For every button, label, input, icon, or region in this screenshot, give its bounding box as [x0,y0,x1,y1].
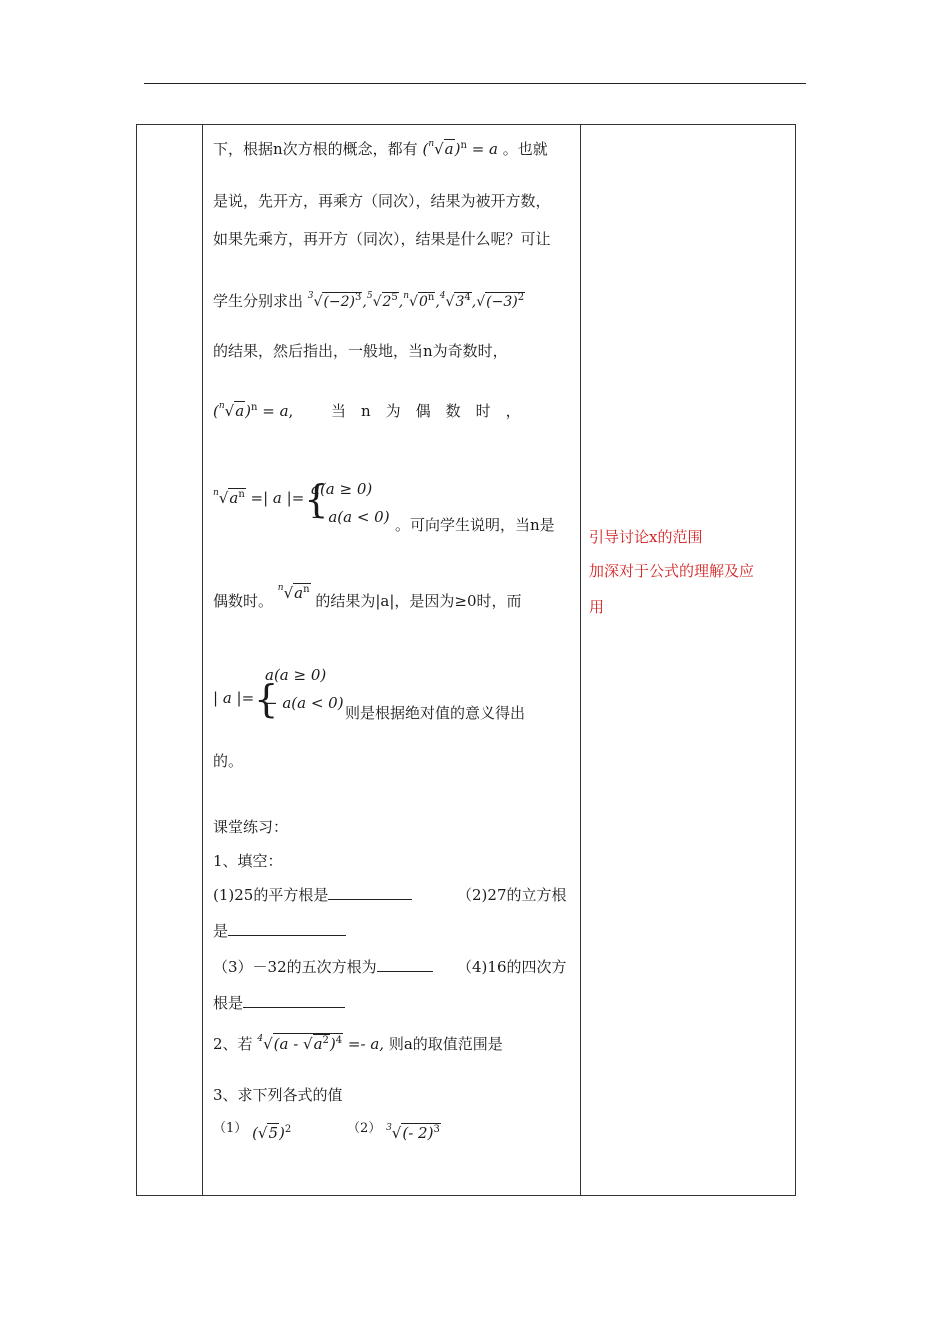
text-line-4: 学生分别求出 $^3√(-2)^3,^5√2^5,^n√0^n,^4√3^4,√(-3)^2$ [213,291,525,314]
case-positive: a(a ≥ 0) [311,480,373,498]
case-negative: − a(a < 0) [311,508,390,526]
answer-blank-3[interactable] [377,957,433,972]
text-line-6: 当 n 为 偶 数 时 ， [331,402,521,420]
abs-case-negative: − a(a < 0) [265,694,344,712]
exercise-q1-4b: 根是 [213,993,345,1013]
exercise-q1-4: （4)16的四次方 [457,958,567,976]
text-line-1: 下，根据n次方根的概念，都有 $(^n√a)^n = a$ 。也就 [213,139,548,158]
text-line-10: 的。 [213,752,244,770]
formula-odd: $(^n√a)^n = a$, [213,401,294,420]
exercise-q1-1: (1)25的平方根是 [213,885,412,905]
exercise-q1-2b: 是 [213,921,346,941]
exercise-q1-2: （2)27的立方根 [457,886,567,904]
column-divider-right [580,125,581,1195]
answer-blank-2[interactable] [228,921,346,936]
header-rule [144,83,806,84]
formula-even-abs: $^n√a^n$ =| a |={ [213,477,329,521]
exercise-title: 课堂练习： [213,818,289,836]
text-line-3: 如果先乘方，再开方（同次），结果是什么呢？可让 [213,230,551,248]
lesson-table [136,124,796,1196]
answer-blank-4[interactable] [243,993,345,1008]
note-line-3: 用 [589,598,605,616]
exercise-q1-3: （3）－32的五次方根为 [213,957,433,977]
formula-nth-root: $^n√a^n$ [278,584,311,602]
formula-root-list: $^3√(-2)^3,^5√2^5,^n√0^n,^4√3^4,√(-3)^2$ [308,294,525,310]
note-line-1: 引导讨论x的范围 [589,528,703,546]
exercise-q3: 3、求下列各式的值 [213,1086,343,1104]
text-line-8: 偶数时。 $^n√a^n$ 的结果为|a|，是因为≥0时，而 [213,583,522,610]
text-line-7: 。可向学生说明，当n是 [395,516,555,534]
answer-blank-1[interactable] [328,885,412,900]
exercise-q3-2: （2） $^3$√(- 2)$^3$ [347,1123,441,1146]
text-line-2: 是说，先开方，再乘方（同次），结果为被开方数， [213,192,551,210]
exercise-q3-1: （1） $(√5)^2$ [213,1121,292,1142]
exercise-q2: 2、若 $^4√(a - √a^2)^4 =- a$, 则a的取值范围是 [213,1033,503,1057]
text-line-5: 的结果，然后指出，一般地，当n为奇数时， [213,342,508,360]
formula-q2: $^4√(a - √a^2)^4 =- a$, [257,1035,384,1053]
formula-q3-2: $^3$√(- 2)$^3$ [386,1124,441,1142]
note-line-2: 加深对于公式的理解及应 [589,562,755,580]
content-cell [213,125,569,1195]
exercise-q1: 1、填空： [213,852,283,870]
formula-abs: | a |={ [213,677,279,721]
column-divider-left [202,125,203,1195]
abs-case-positive: a(a ≥ 0) [265,666,327,684]
formula-q3-1: $(√5)^2$ [252,1124,292,1142]
formula-root-power: $(^n√a)^n = a$ [422,139,498,158]
text-line-9: 则是根据绝对值的意义得出 [345,704,526,722]
